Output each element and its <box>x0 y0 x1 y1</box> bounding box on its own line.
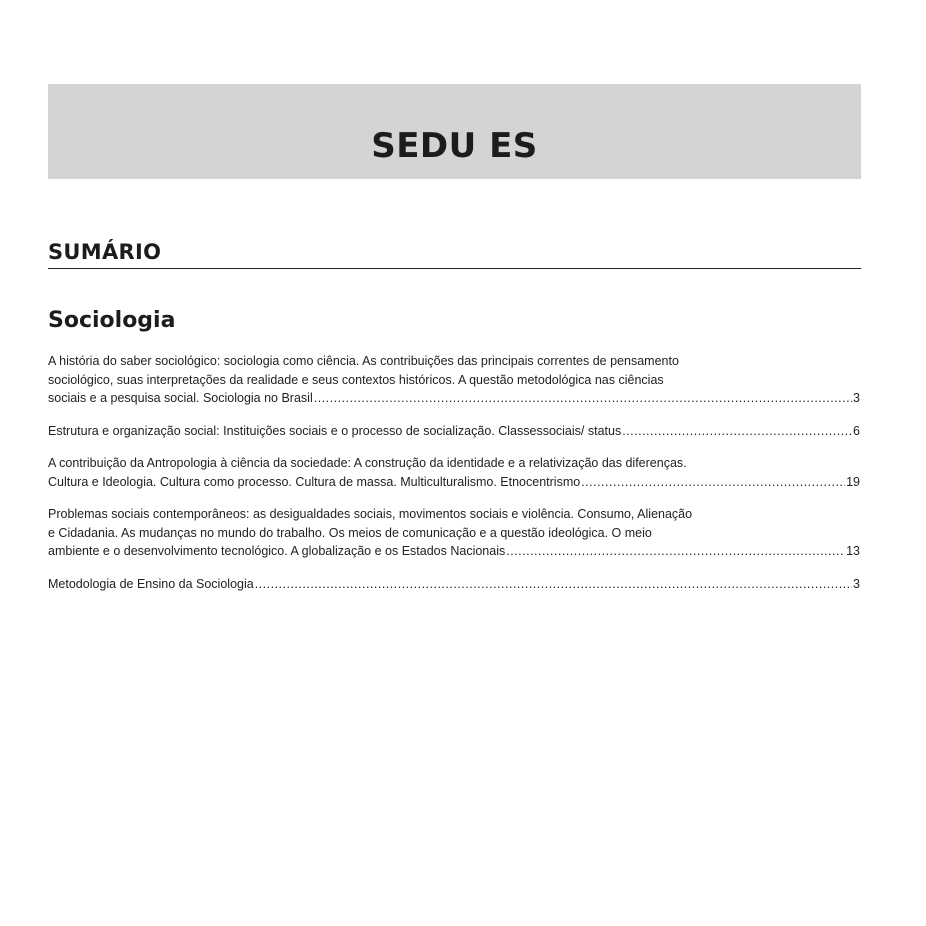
header-band <box>48 84 861 179</box>
toc-entry[interactable] <box>48 575 860 594</box>
toc-entry-final-line <box>48 389 860 408</box>
summary-heading: SUMÁRIO <box>48 240 162 264</box>
toc-entry-text: sociais e a pesquisa social. Sociologia no Brasil <box>48 391 313 405</box>
toc-page-number: 3 <box>853 576 860 591</box>
document-title: SEDU ES <box>371 125 538 166</box>
toc-entry-line: A contribuição da Antropologia à ciência da sociedade: A construção da identidade e a relativização das diferenças. <box>48 456 687 470</box>
toc-entry-text: Estrutura e organização social: Instituições sociais e o processo de socialização. Classessociais/ status <box>48 423 622 438</box>
toc-page-number: 19 <box>846 474 860 489</box>
toc-entry-final-line <box>48 542 860 561</box>
toc-entry-line: A história do saber sociológico: sociologia como ciência. As contribuições das principais correntes de pensamento <box>48 354 679 368</box>
toc-entry[interactable] <box>48 352 860 408</box>
toc-dot-leader <box>314 389 852 408</box>
toc-entry-final-line <box>48 422 860 441</box>
toc-dot-leader <box>255 575 852 594</box>
section-title: Sociologia <box>48 308 176 333</box>
toc-entry-final-line <box>48 575 860 594</box>
toc-dot-leader <box>581 473 845 492</box>
toc-dot-leader <box>622 422 852 441</box>
toc-entry[interactable] <box>48 505 860 561</box>
toc-entry[interactable] <box>48 454 860 491</box>
toc-dot-leader <box>506 542 845 561</box>
toc-entry[interactable] <box>48 422 860 441</box>
toc-page-number: 3 <box>853 391 860 405</box>
toc-entry-line: e Cidadania. As mudanças no mundo do trabalho. Os meios de comunicação e a questão ideológica. O meio <box>48 525 652 540</box>
toc-entry-final-line <box>48 473 860 492</box>
toc-entry-line: sociológico, suas interpretações da realidade e seus contextos históricos. A questão metodológica nas ciências <box>48 372 664 387</box>
toc-entry-line: Problemas sociais contemporâneos: as desigualdades sociais, movimentos sociais e violência. Consumo, Alienação <box>48 507 693 521</box>
summary-heading-rule <box>48 240 861 269</box>
toc-entry-text: ambiente e o desenvolvimento tecnológico. A globalização e os Estados Nacionais <box>48 544 506 558</box>
toc-page-number: 13 <box>846 544 860 558</box>
toc-entry-text: Metodologia de Ensino da Sociologia <box>48 576 254 591</box>
table-of-contents <box>48 352 860 607</box>
toc-page-number: 6 <box>853 423 860 438</box>
toc-entry-text: Cultura e Ideologia. Cultura como processo. Cultura de massa. Multiculturalismo. Etnocentrismo <box>48 474 581 489</box>
